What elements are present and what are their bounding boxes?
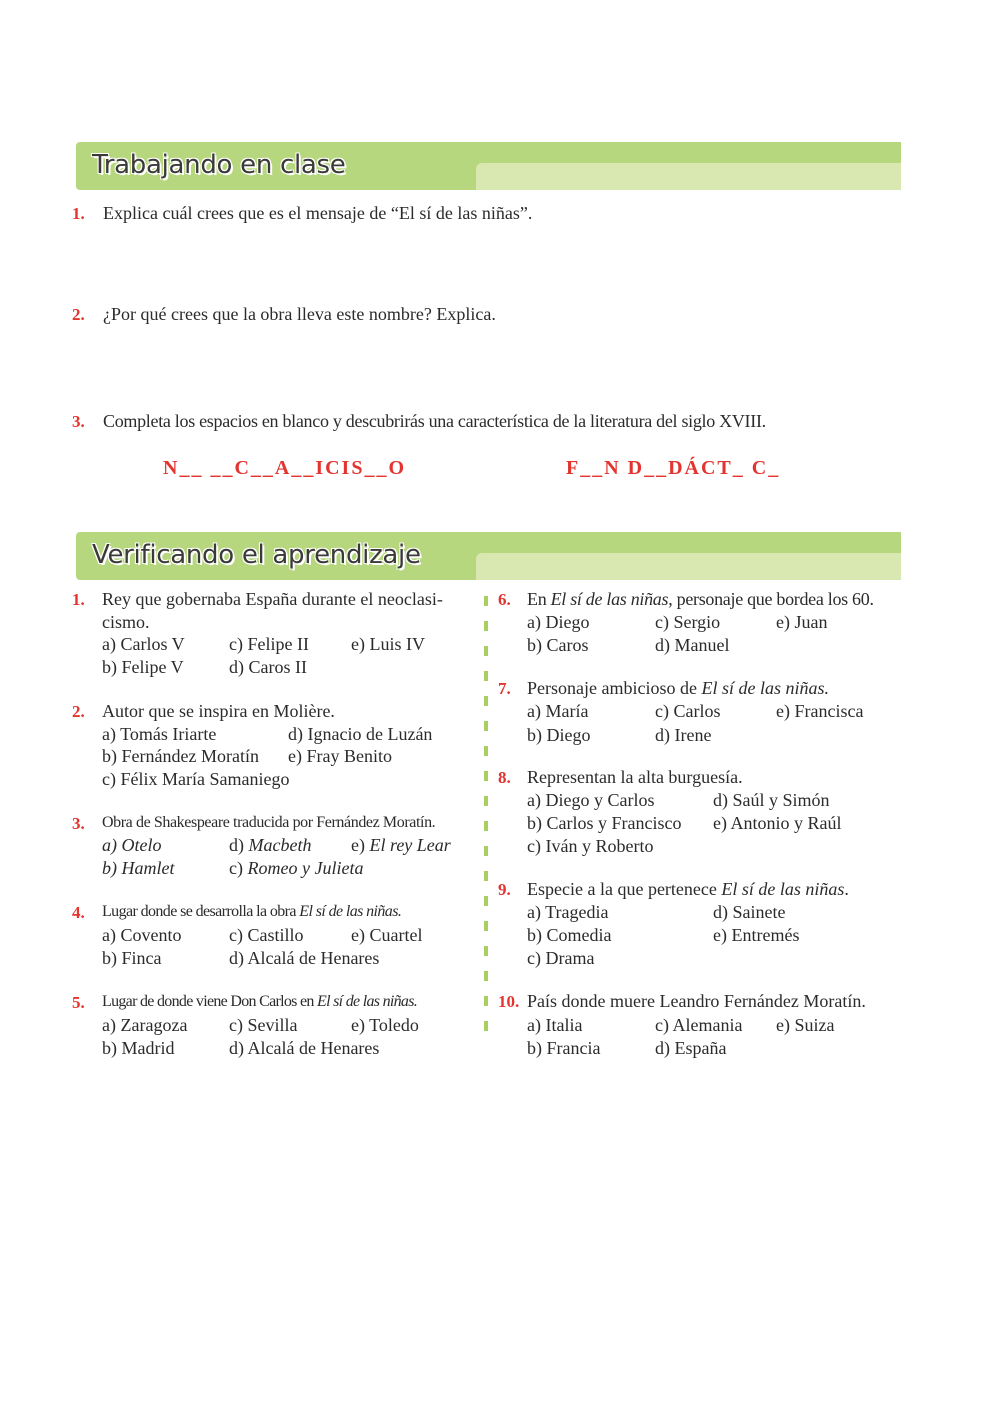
question-text: Representan la alta burguesía. — [527, 767, 743, 787]
question-number: 1. — [72, 590, 85, 609]
question-number: 2. — [72, 305, 85, 324]
question-text-pre: Personaje ambicioso de — [527, 678, 697, 698]
question-text: País donde muere Leandro Fernández Moratín. — [527, 991, 866, 1011]
section-title: Trabajando en clase — [92, 150, 346, 180]
option-d[interactable]: d) Alcalá de Henares — [229, 1038, 380, 1058]
option-e[interactable]: e) Toledo — [351, 1015, 419, 1035]
option-d[interactable]: d) España — [655, 1038, 727, 1058]
option-d[interactable]: d) Alcalá de Henares — [229, 948, 380, 968]
question-text-pre: En — [527, 589, 547, 609]
option-b[interactable]: b) Hamlet — [102, 858, 175, 878]
option-a[interactable]: a) Diego y Carlos — [527, 790, 655, 810]
option-c[interactable]: c) Sevilla — [229, 1015, 298, 1035]
work-title: El sí de las niñas — [550, 589, 669, 609]
option-c[interactable]: c) Carlos — [655, 701, 721, 721]
work-title: El sí de las niñas — [721, 879, 845, 899]
work-title: El sí de las niñas. — [701, 678, 829, 698]
question-text-pre: Especie a la que pertenece — [527, 879, 717, 899]
option-title: El rey Lear — [369, 835, 451, 855]
question-text — [527, 678, 829, 699]
question-number: 5. — [72, 993, 85, 1012]
question-number: 1. — [72, 204, 85, 223]
option-title: Romeo y Julieta — [247, 858, 364, 878]
banner-strip — [476, 553, 901, 580]
question-text-post: , personaje que bordea los 60. — [668, 589, 874, 609]
question-text-main: Lugar donde se desarrolla la obra — [102, 903, 296, 920]
option-title: Macbeth — [248, 835, 312, 855]
option-a[interactable]: a) Tomás Iriarte — [102, 724, 217, 744]
option-e[interactable]: e) Juan — [776, 612, 828, 632]
option-a[interactable]: a) Tragedia — [527, 902, 609, 922]
option-b[interactable]: b) Comedia — [527, 925, 612, 945]
option-a[interactable]: a) Covento — [102, 925, 182, 945]
question-number: 2. — [72, 702, 85, 721]
option-b[interactable]: b) Francia — [527, 1038, 601, 1058]
question-number: 8. — [498, 768, 511, 787]
option-e[interactable]: e) Luis IV — [351, 634, 425, 654]
option-c[interactable]: c) Drama — [527, 948, 595, 968]
question-number: 3. — [72, 412, 85, 431]
option-a[interactable]: a) Otelo — [102, 835, 162, 855]
option-d[interactable]: d) Manuel — [655, 635, 730, 655]
option-a[interactable]: a) Italia — [527, 1015, 583, 1035]
option-d[interactable] — [229, 835, 311, 856]
fill-in-blank-1[interactable]: N__ __C__A__ICIS__O — [163, 457, 407, 479]
question-text — [527, 589, 874, 610]
option-e[interactable]: e) Fray Benito — [288, 746, 392, 766]
question-text — [102, 993, 417, 1011]
option-c[interactable]: c) Félix María Samaniego — [102, 769, 290, 789]
option-a[interactable]: a) María — [527, 701, 589, 721]
option-b[interactable]: b) Fernández Moratín — [102, 746, 259, 766]
section-banner-trabajando — [76, 142, 901, 190]
question-number: 4. — [72, 903, 85, 922]
question-number: 9. — [498, 880, 511, 899]
option-c[interactable]: c) Sergio — [655, 612, 721, 632]
option-b[interactable]: b) Diego — [527, 725, 591, 745]
question-number: 7. — [498, 679, 511, 698]
option-d[interactable]: d) Irene — [655, 725, 712, 745]
banner-strip — [476, 163, 901, 190]
option-d[interactable]: d) Sainete — [713, 902, 786, 922]
question-text: Autor que se inspira en Molière. — [102, 701, 335, 721]
option-e[interactable]: e) Entremés — [713, 925, 800, 945]
question-text: ¿Por qué crees que la obra lleva este nombre? Explica. — [103, 304, 496, 324]
column-divider — [484, 596, 488, 1046]
option-b[interactable]: b) Felipe V — [102, 657, 184, 677]
option-b[interactable]: b) Finca — [102, 948, 162, 968]
option-c[interactable]: c) Alemania — [655, 1015, 743, 1035]
work-title: El sí de las niñas. — [299, 903, 402, 920]
question-text: Obra de Shakespeare traducida por Fernández Moratín. — [102, 814, 436, 831]
option-d[interactable]: d) Saúl y Simón — [713, 790, 830, 810]
option-e[interactable]: e) Cuartel — [351, 925, 423, 945]
question-text — [527, 879, 849, 900]
option-d[interactable]: d) Caros II — [229, 657, 307, 677]
option-e[interactable]: e) Antonio y Raúl — [713, 813, 842, 833]
option-a[interactable]: a) Zaragoza — [102, 1015, 188, 1035]
option-b[interactable]: b) Caros — [527, 635, 589, 655]
option-e[interactable]: e) Suiza — [776, 1015, 835, 1035]
question-text: Completa los espacios en blanco y descubrirás una característica de la literatura del siglo XVIII. — [103, 411, 766, 431]
question-text: cismo. — [102, 612, 150, 632]
question-text-main: Lugar de donde viene Don Carlos en — [102, 993, 314, 1010]
section-banner-verificando — [76, 532, 901, 580]
question-text-post: . — [844, 879, 849, 899]
option-d[interactable]: d) Ignacio de Luzán — [288, 724, 433, 744]
question-number: 10. — [498, 992, 520, 1011]
option-label: e) — [351, 835, 365, 855]
option-e[interactable] — [351, 835, 451, 856]
option-b[interactable]: b) Carlos y Francisco — [527, 813, 682, 833]
option-label: d) — [229, 835, 244, 855]
question-text: Rey que gobernaba España durante el neoclasi- — [102, 589, 443, 609]
fill-in-blank-2[interactable]: F__N D__DÁCT_ C_ — [566, 457, 781, 479]
option-c[interactable]: c) Castillo — [229, 925, 304, 945]
option-c[interactable]: c) Iván y Roberto — [527, 836, 654, 856]
work-title: El sí de las niñas. — [317, 993, 418, 1010]
option-b[interactable]: b) Madrid — [102, 1038, 175, 1058]
question-text: Explica cuál crees que es el mensaje de “El sí de las niñas”. — [103, 203, 533, 223]
section-title: Verificando el aprendizaje — [92, 540, 421, 570]
option-label: c) — [229, 858, 243, 878]
question-number: 3. — [72, 814, 85, 833]
option-e[interactable]: e) Francisca — [776, 701, 864, 721]
option-a[interactable]: a) Carlos V — [102, 634, 185, 654]
option-a[interactable]: a) Diego — [527, 612, 590, 632]
question-number: 6. — [498, 590, 511, 609]
question-text — [102, 903, 401, 921]
option-c[interactable]: c) Felipe II — [229, 634, 309, 654]
option-c[interactable] — [229, 858, 363, 879]
